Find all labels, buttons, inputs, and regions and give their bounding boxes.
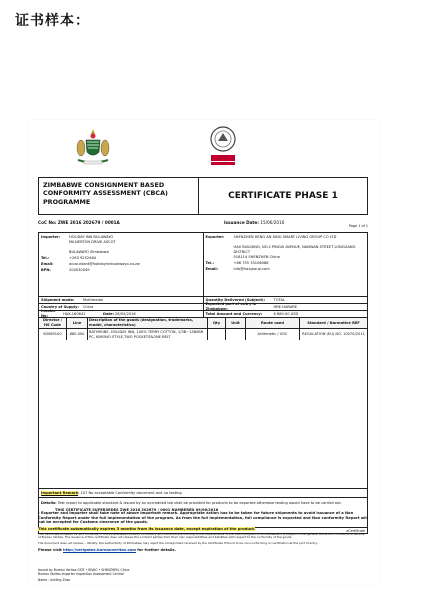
importer-tel-label: Tel.: [41,256,50,260]
issuance-date: 15/06/2016 [260,220,285,225]
details-label: Details: [41,501,57,505]
goods-table-header [39,318,367,329]
supersede-text: THIS CERTIFICATE SUPERSEDES ZWE 2016 202679 / 0001 NUMBERED 09/06/2016 [55,507,219,512]
importer-tel: +263 9252464 [69,256,97,260]
important-remark-text: : 107 No acceptable Conformity document and no testing [78,491,182,495]
col-header: Description of the goods (designation, trademarks, model, characteristics) [87,318,207,328]
note-expiry: This certificate automatically expires 3 months from its issuance date, except expiration of the product. [38,526,256,531]
importer-block [39,233,203,296]
exporter-tel-label: Tel.: [205,261,214,265]
total-label: Total Amount and Currency: [205,311,263,316]
visit-label: Please visit [38,548,62,553]
invoice-date: 28/05/2016 [115,311,136,316]
col-header: Unit [225,318,245,328]
importer-bpn: 200030049 [69,268,90,272]
bureau-veritas-logo [208,125,238,169]
bureau-veritas-seal-icon [208,125,238,169]
issuer-footer [38,568,129,582]
invoice-row [39,311,367,318]
notes-section [38,511,368,554]
invoice-label: Invoice No: [41,309,56,318]
issuance-label: Issuance Date: [224,220,259,225]
issued-by-office: Bureau Veritas Importer Inspection Assessment Central [38,572,124,576]
importer-name: HOLIDAY INN BULAWAYO [69,235,114,239]
visit-suffix: for further details. [137,548,177,553]
note-validity: The document does not relieve... Validity: the authenticity of Zimbabwe may reject the consignment received by the Certificate if found to be non-conforming on verification at the port of entry. [38,540,318,545]
ecertificate-mark: eCertificate [39,527,367,533]
total-amount: 6 880.00 USD [273,311,299,316]
coc-label: CoC No: [38,220,57,225]
zimbabwe-coat-of-arms-icon [75,128,111,168]
important-remark-label: Important Remark [41,491,79,495]
col-header: Route used [245,318,299,328]
goods-table-body [39,340,367,488]
quantity-value: TOTAL [273,297,285,302]
exporter-email-label: Email: [205,267,219,271]
cell-standard: REGULATION (EU) NO. 10070/2011 [299,329,367,340]
note-terms: This certificate is issued for and on behalf of the Zimbabwean Ministry of Industry and Commerce according to the requirements of the CBCA program of Zimbabwe and is subject to the general terms and conditions of service of Bureau Veritas. The issuance of this certificate does not relieve the contract parties from their own responsibilities and liabilities with respect to the conformity of the goods. [38,531,365,540]
exporter-address-2: 518114 SHENZHEN China [233,255,280,259]
invoice-date-label: Date: [103,311,115,316]
col-header: Standard / Normative REF [299,318,367,328]
certificate-title-box [38,177,368,215]
country-supply-label: Country of Supply: [41,304,79,309]
supply-row [39,304,367,311]
cell-hs-code: 63089100 [43,332,62,337]
coc-row [38,220,368,228]
issued-by: Issued by Bureau Veritas GSIT • BIVAC • SHENZHEN, China [38,568,130,572]
page-counter: Page 1 of 1 [348,224,368,228]
cell-qty [207,329,225,340]
certificate-phase-title: CERTIFICATE PHASE 1 [228,191,338,201]
page-heading: 证书样本： [15,13,90,29]
parties-section [39,233,367,297]
signatory-name: Name : Ashling Zhao [38,578,71,582]
country-supply: China [83,304,94,309]
table-row [39,329,367,340]
shipment-mode: Multimodal [83,297,103,302]
exporter-name: SHENZHEN HENG AN XING SMART LIVING GROUP CO LTD [233,235,337,239]
quantity-label: Quantity Delivered (Subject): [205,297,266,302]
exporter-email: info@haxgroup.com [233,267,270,271]
exporter-address-1: HAX BUILDING, NO.2 PINGXI AVENUE, NANWAN STREET,LONGGANG DISTRICT [233,245,356,254]
certificate-document [28,120,380,585]
verigates-link[interactable]: http://verigates.bureauveritas.com [63,548,137,553]
cell-description: BATHROBE, HOLIDAY INN, 100% TERRY COTTON, 1/3B~1380BR PC, KIMONO STYLE,TWO POCKETS&ONE BELT [87,329,207,340]
invoice-number: HAX-160641 [63,311,86,316]
shipment-row [39,297,367,304]
coc-number: ZWE 2016 202679 / 0001A [57,220,120,225]
shipment-mode-label: Shipment mode: [41,297,75,302]
cell-route: Arithmetic / VOC [245,329,299,340]
cell-unit [225,329,245,340]
importer-email: accountant@holidayinnbulawayo.co.zw [69,262,140,266]
exporter-block [203,233,368,296]
importer-bpn-label: BPN: [41,268,51,272]
entry-point-label: Expected port of entry in Zimbabwe: [205,302,257,311]
importer-email-label: Email: [41,262,54,266]
col-header: Director / HS Code [42,318,63,327]
details-text: Test report to applicable standard & issued by an accredited lab shall be provided for products to be exported otherwise testing would have to be carried out. [57,501,342,505]
note-important: ! Exporter and importer shall take note of above important remark. Appropriate action has to be taken for future shipments to avoid issuance of a Non Conformity Report under the full implementation of the program. As from the full implementation, full compliance is expected and Non conformity Report will not be accepted for Customs clearance of the goods. [38,511,368,525]
col-header: Line [66,318,87,328]
importer-address-1: MILNERTON DRIVE ASCOT [69,240,116,244]
cell-line: 880.000 [66,329,87,340]
importer-label: Importer: [41,235,61,239]
col-header: Qty [207,318,225,328]
important-remark-row [39,488,367,497]
exporter-tel: +86 755 33106088 [233,261,269,265]
entry-point: HRE-HARARE [273,304,298,309]
exporter-label: Exporter: [205,235,225,239]
importer-address-2: BULAWAYO Zimbabwe [69,250,109,254]
certificate-grid [38,232,368,534]
programme-title: ZIMBABWE CONSIGNMENT BASED CONFORMITY ASSESSMENT (CBCA) PROGRAMME [39,178,199,214]
